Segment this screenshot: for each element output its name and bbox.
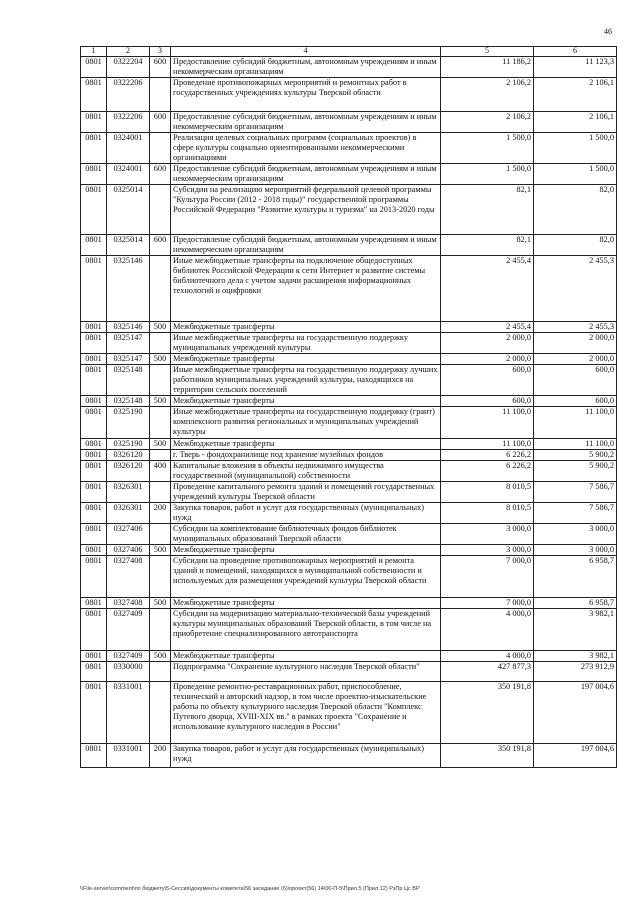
executed-amount: 82,0 — [534, 235, 617, 256]
table-row — [81, 651, 617, 662]
section-code: 0801 — [81, 235, 107, 256]
item-name: г. Тверь - фондохранилище под хранение музейных фондов — [171, 450, 441, 461]
item-name: Реализация целевых социальных программ (социальных проектов) в сфере культуры социально ориентированными некоммерческими организациями — [171, 133, 441, 164]
table-body — [81, 57, 617, 768]
target-article-code: 0327406 — [107, 545, 150, 556]
section-code: 0801 — [81, 112, 107, 133]
item-name: Иные межбюджетные трансферты на подключение общедоступных библиотек Российской Федерации к сети Интернет и развитие системы библиотечного дела с учетом задачи расширения информационных технологий и оцифровки — [171, 256, 441, 322]
section-code: 0801 — [81, 598, 107, 609]
item-name: Межбюджетные трансферты — [171, 354, 441, 365]
target-article-code: 0325147 — [107, 333, 150, 354]
table-row — [81, 354, 617, 365]
executed-amount: 6 958,7 — [534, 598, 617, 609]
executed-amount: 6 958,7 — [534, 556, 617, 598]
section-code: 0801 — [81, 556, 107, 598]
target-article-code: 0324001 — [107, 164, 150, 185]
executed-amount: 197 004,6 — [534, 682, 617, 744]
table-row — [81, 57, 617, 78]
target-article-code: 0327409 — [107, 609, 150, 651]
planned-amount: 7 000,0 — [441, 556, 534, 598]
executed-amount: 2 455,3 — [534, 256, 617, 322]
target-article-code: 0322204 — [107, 57, 150, 78]
target-article-code: 0325146 — [107, 322, 150, 333]
table-header-row — [81, 47, 617, 57]
item-name: Субсидии на комплектование библиотечных фондов библиотек муниципальных образований Тверской области — [171, 524, 441, 545]
item-name: Предоставление субсидий бюджетным, автономным учреждениям и иным некоммерческим организациям — [171, 112, 441, 133]
table-row — [81, 407, 617, 439]
table-row — [81, 396, 617, 407]
planned-amount: 2 000,0 — [441, 354, 534, 365]
expense-type-code: 500 — [150, 598, 171, 609]
item-name: Иные межбюджетные трансферты на государственную поддержку (грант) комплексного развития региональных и муниципальных учреждений культуры — [171, 407, 441, 439]
section-code: 0801 — [81, 365, 107, 396]
executed-amount: 3 000,0 — [534, 545, 617, 556]
section-code: 0801 — [81, 662, 107, 682]
planned-amount: 11 100,0 — [441, 439, 534, 450]
target-article-code: 0322206 — [107, 78, 150, 112]
target-article-code: 0326120 — [107, 450, 150, 461]
executed-amount: 11 100,0 — [534, 439, 617, 450]
section-code: 0801 — [81, 609, 107, 651]
expense-type-code — [150, 256, 171, 322]
expense-type-code — [150, 524, 171, 545]
table-row — [81, 256, 617, 322]
item-name: Субсидии на проведение противопожарных мероприятий и ремонта зданий и помещений, находящихся в муниципальной собственности и используемых для размещения учреждений культуры Тверской области — [171, 556, 441, 598]
planned-amount: 1 500,0 — [441, 164, 534, 185]
target-article-code: 0327408 — [107, 556, 150, 598]
table-row — [81, 450, 617, 461]
executed-amount: 7 586,7 — [534, 482, 617, 503]
planned-amount: 6 226,2 — [441, 461, 534, 482]
planned-amount: 8 010,5 — [441, 503, 534, 524]
target-article-code: 0322206 — [107, 112, 150, 133]
page-number: 46 — [604, 27, 612, 36]
executed-amount: 197 004,6 — [534, 744, 617, 768]
expense-type-code — [150, 407, 171, 439]
expense-type-code — [150, 133, 171, 164]
planned-amount: 11 100,0 — [441, 407, 534, 439]
expense-type-code: 500 — [150, 651, 171, 662]
table-row — [81, 545, 617, 556]
table-row — [81, 598, 617, 609]
item-name: Межбюджетные трансферты — [171, 598, 441, 609]
item-name: Предоставление субсидий бюджетным, автономным учреждениям и иным некоммерческим организациям — [171, 235, 441, 256]
executed-amount: 3 000,0 — [534, 524, 617, 545]
item-name: Проведение противопожарных мероприятий и ремонтных работ в государственных учреждениях культуры Тверской области — [171, 78, 441, 112]
table-row — [81, 322, 617, 333]
table-row — [81, 133, 617, 164]
expense-type-code: 500 — [150, 439, 171, 450]
target-article-code: 0325190 — [107, 439, 150, 450]
planned-amount: 6 226,2 — [441, 450, 534, 461]
item-name: Межбюджетные трансферты — [171, 651, 441, 662]
target-article-code: 0326301 — [107, 503, 150, 524]
expense-type-code: 600 — [150, 57, 171, 78]
item-name: Межбюджетные трансферты — [171, 322, 441, 333]
planned-amount: 4 000,0 — [441, 651, 534, 662]
section-code: 0801 — [81, 482, 107, 503]
executed-amount: 5 900,2 — [534, 450, 617, 461]
expense-type-code: 500 — [150, 322, 171, 333]
section-code: 0801 — [81, 322, 107, 333]
table-row — [81, 524, 617, 545]
executed-amount: 2 455,3 — [534, 322, 617, 333]
expense-type-code — [150, 682, 171, 744]
executed-amount: 3 982,1 — [534, 651, 617, 662]
budget-table — [80, 46, 617, 768]
target-article-code: 0325148 — [107, 396, 150, 407]
table-row — [81, 235, 617, 256]
target-article-code: 0331001 — [107, 744, 150, 768]
executed-amount: 82,0 — [534, 185, 617, 235]
target-article-code: 0327409 — [107, 651, 150, 662]
expense-type-code — [150, 365, 171, 396]
section-code: 0801 — [81, 651, 107, 662]
executed-amount: 11 123,3 — [534, 57, 617, 78]
expense-type-code: 500 — [150, 354, 171, 365]
item-name: Межбюджетные трансферты — [171, 396, 441, 407]
item-name: Закупка товаров, работ и услуг для государственных (муниципальных) нужд — [171, 744, 441, 768]
expense-type-code — [150, 450, 171, 461]
section-code: 0801 — [81, 396, 107, 407]
section-code: 0801 — [81, 545, 107, 556]
table-row — [81, 185, 617, 235]
planned-amount: 8 010,5 — [441, 482, 534, 503]
table-row — [81, 333, 617, 354]
expense-type-code — [150, 609, 171, 651]
expense-type-code — [150, 482, 171, 503]
expense-type-code — [150, 333, 171, 354]
target-article-code: 0330000 — [107, 662, 150, 682]
planned-amount: 3 000,0 — [441, 545, 534, 556]
item-name: Иные межбюджетные трансферты на государственную поддержку лучших работников муниципальных учреждений культуры, находящихся на территории сельских поселений — [171, 365, 441, 396]
section-code: 0801 — [81, 333, 107, 354]
item-name: Субсидии на модернизацию материально-технической базы учреждений культуры муниципальных образований Тверской области, в том числе на приобретение специализированного автотранспорта — [171, 609, 441, 651]
planned-amount: 427 877,3 — [441, 662, 534, 682]
section-code: 0801 — [81, 407, 107, 439]
section-code: 0801 — [81, 57, 107, 78]
section-code: 0801 — [81, 503, 107, 524]
table-row — [81, 439, 617, 450]
column-number: 6 — [534, 47, 617, 57]
table-row — [81, 609, 617, 651]
section-code: 0801 — [81, 354, 107, 365]
target-article-code: 0326120 — [107, 461, 150, 482]
executed-amount: 600,0 — [534, 396, 617, 407]
column-number: 1 — [81, 47, 107, 57]
executed-amount: 600,0 — [534, 365, 617, 396]
planned-amount: 7 000,0 — [441, 598, 534, 609]
target-article-code: 0325014 — [107, 185, 150, 235]
item-name: Иные межбюджетные трансферты на государственную поддержку муниципальных учреждений культуры — [171, 333, 441, 354]
planned-amount: 82,1 — [441, 235, 534, 256]
expense-type-code — [150, 185, 171, 235]
section-code: 0801 — [81, 439, 107, 450]
column-number: 5 — [441, 47, 534, 57]
item-name: Межбюджетные трансферты — [171, 439, 441, 450]
table-row — [81, 682, 617, 744]
target-article-code: 0325147 — [107, 354, 150, 365]
expense-type-code: 400 — [150, 461, 171, 482]
table-row — [81, 503, 617, 524]
executed-amount: 2 106,1 — [534, 112, 617, 133]
executed-amount: 273 912,9 — [534, 662, 617, 682]
expense-type-code — [150, 78, 171, 112]
expense-type-code: 500 — [150, 396, 171, 407]
section-code: 0801 — [81, 524, 107, 545]
item-name: Проведение капитального ремонта зданий и помещений государственных учреждений культуры Тверской области — [171, 482, 441, 503]
executed-amount: 1 500,0 — [534, 133, 617, 164]
section-code: 0801 — [81, 744, 107, 768]
executed-amount: 1 500,0 — [534, 164, 617, 185]
executed-amount: 2 000,0 — [534, 354, 617, 365]
expense-type-code: 600 — [150, 164, 171, 185]
section-code: 0801 — [81, 461, 107, 482]
planned-amount: 2 106,2 — [441, 78, 534, 112]
table-row — [81, 482, 617, 503]
expense-type-code: 500 — [150, 545, 171, 556]
expense-type-code: 200 — [150, 744, 171, 768]
section-code: 0801 — [81, 133, 107, 164]
item-name: Субсидии на реализацию мероприятий федеральной целевой программы "Культура России (2012 - 2018 годы)" государственной программы Российской Федерации "Развитие культуры и туризма" на 2013-2020 годы — [171, 185, 441, 235]
planned-amount: 2 455,4 — [441, 256, 534, 322]
executed-amount: 2 106,1 — [534, 78, 617, 112]
planned-amount: 4 000,0 — [441, 609, 534, 651]
table-row — [81, 78, 617, 112]
expense-type-code — [150, 662, 171, 682]
executed-amount: 2 000,0 — [534, 333, 617, 354]
planned-amount: 11 186,2 — [441, 57, 534, 78]
target-article-code: 0327408 — [107, 598, 150, 609]
executed-amount: 7 586,7 — [534, 503, 617, 524]
target-article-code: 0331001 — [107, 682, 150, 744]
table-row — [81, 164, 617, 185]
expense-type-code: 600 — [150, 112, 171, 133]
item-name: Межбюджетные трансферты — [171, 545, 441, 556]
table-row — [81, 744, 617, 768]
planned-amount: 2 106,2 — [441, 112, 534, 133]
planned-amount: 2 000,0 — [441, 333, 534, 354]
section-code: 0801 — [81, 164, 107, 185]
item-name: Предоставление субсидий бюджетным, автономным учреждениям и иным некоммерческим организациям — [171, 57, 441, 78]
table-row — [81, 461, 617, 482]
target-article-code: 0325190 — [107, 407, 150, 439]
column-number: 3 — [150, 47, 171, 57]
planned-amount: 600,0 — [441, 396, 534, 407]
target-article-code: 0327406 — [107, 524, 150, 545]
executed-amount: 5 900,2 — [534, 461, 617, 482]
expense-type-code: 200 — [150, 503, 171, 524]
column-number: 4 — [171, 47, 441, 57]
target-article-code: 0324001 — [107, 133, 150, 164]
section-code: 0801 — [81, 682, 107, 744]
target-article-code: 0326301 — [107, 482, 150, 503]
table-row — [81, 365, 617, 396]
executed-amount: 3 982,1 — [534, 609, 617, 651]
section-code: 0801 — [81, 185, 107, 235]
target-article-code: 0325014 — [107, 235, 150, 256]
target-article-code: 0325148 — [107, 365, 150, 396]
item-name: Подпрограмма "Сохранение культурного наследия Тверской области" — [171, 662, 441, 682]
expense-type-code — [150, 556, 171, 598]
item-name: Проведение ремонтно-реставрационных работ, приспособление, технический и авторский надзор, в том числе проектно-изыскательские работы по объекту культурного наследия Тверской области "Комплекс Путевого дворца, XVIII-XIX вв." в рамках проекта "Сохранение и использование культурного наследия в России" — [171, 682, 441, 744]
planned-amount: 82,1 — [441, 185, 534, 235]
planned-amount: 600,0 — [441, 365, 534, 396]
section-code: 0801 — [81, 256, 107, 322]
table-row — [81, 662, 617, 682]
executed-amount: 11 100,0 — [534, 407, 617, 439]
planned-amount: 1 500,0 — [441, 133, 534, 164]
planned-amount: 350 191,8 — [441, 744, 534, 768]
item-name: Капитальные вложения в объекты недвижимого имущества государственной (муниципальной) собственности — [171, 461, 441, 482]
table-row — [81, 556, 617, 598]
section-code: 0801 — [81, 450, 107, 461]
section-code: 0801 — [81, 78, 107, 112]
table-row — [81, 112, 617, 133]
file-path-footer: \\File-server\comment\по бюджету\5-Сессия\документы комитета\56 заседание (6)\проект(56) 14\00-П-5\Прил.5 (Прил.12) РзПр Цс ВР — [80, 886, 420, 892]
column-number: 2 — [107, 47, 150, 57]
planned-amount: 350 191,8 — [441, 682, 534, 744]
item-name: Предоставление субсидий бюджетным, автономным учреждениям и иным некоммерческим организациям — [171, 164, 441, 185]
expense-type-code: 600 — [150, 235, 171, 256]
target-article-code: 0325146 — [107, 256, 150, 322]
item-name: Закупка товаров, работ и услуг для государственных (муниципальных) нужд — [171, 503, 441, 524]
planned-amount: 2 455,4 — [441, 322, 534, 333]
planned-amount: 3 000,0 — [441, 524, 534, 545]
